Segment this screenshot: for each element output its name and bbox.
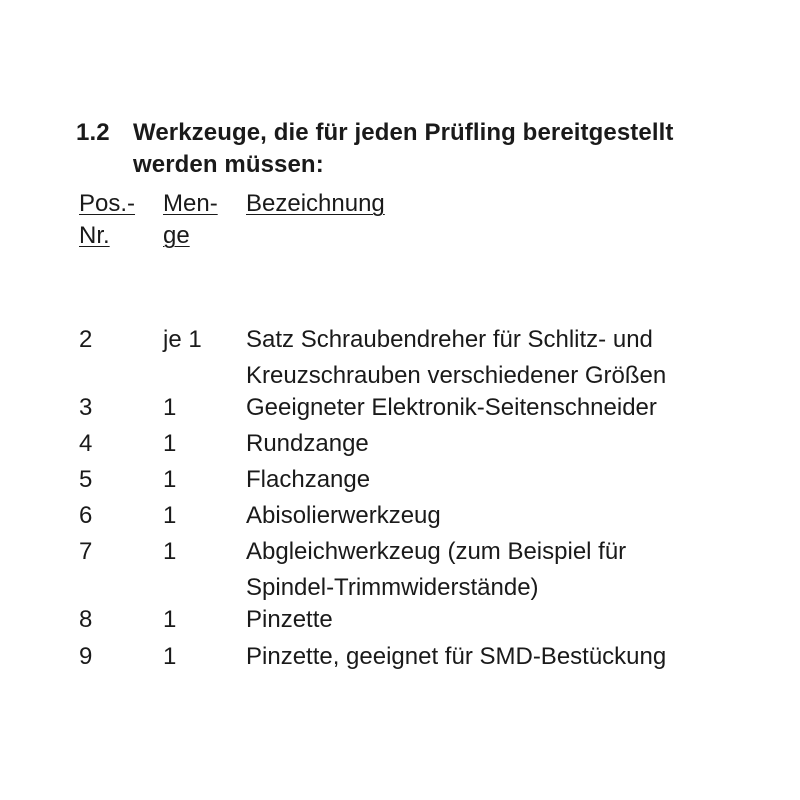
row-pos: 2 <box>79 326 93 353</box>
row-bezeichnung <box>246 322 666 394</box>
row-bezeichnung-line-1: Pinzette <box>246 606 333 633</box>
column-header-pos-line-1: Pos.- <box>79 190 136 217</box>
row-bezeichnung-line-1: Abgleichwerkzeug (zum Beispiel für <box>246 538 627 565</box>
row-bezeichnung-line-1: Rundzange <box>246 430 369 457</box>
column-header-menge-line-2: ge <box>163 222 190 249</box>
row-pos: 7 <box>79 538 93 565</box>
row-pos: 9 <box>79 643 93 670</box>
section-title <box>133 117 773 181</box>
row-bezeichnung <box>246 639 666 675</box>
column-header-pos-nr <box>79 188 135 252</box>
row-menge: je 1 <box>163 326 202 353</box>
row-bezeichnung <box>246 602 333 638</box>
row-bezeichnung-line-1: Satz Schraubendreher für Schlitz- und <box>246 326 653 353</box>
section-title-line-1: Werkzeuge, die für jeden Prüfling bereitgestellt <box>133 119 674 146</box>
row-bezeichnung <box>246 462 370 498</box>
row-bezeichnung <box>246 498 441 534</box>
row-bezeichnung-line-2: Kreuzschrauben verschiedener Größen <box>246 362 667 389</box>
row-bezeichnung <box>246 426 369 462</box>
section-title-line-2: werden müssen: <box>133 151 324 178</box>
row-menge: 1 <box>163 606 177 633</box>
row-bezeichnung-line-1: Pinzette, geeignet für SMD-Bestückung <box>246 643 667 670</box>
row-bezeichnung-line-1: Abisolierwerkzeug <box>246 502 441 529</box>
row-menge: 1 <box>163 466 177 493</box>
row-pos: 5 <box>79 466 93 493</box>
row-menge: 1 <box>163 538 177 565</box>
column-header-menge-line-1: Men- <box>163 190 218 217</box>
row-menge: 1 <box>163 394 177 421</box>
row-menge: 1 <box>163 502 177 529</box>
row-menge: 1 <box>163 643 177 670</box>
column-header-bezeichnung-label: Bezeichnung <box>246 190 385 217</box>
row-bezeichnung <box>246 390 657 426</box>
row-pos: 6 <box>79 502 93 529</box>
row-pos: 8 <box>79 606 93 633</box>
row-bezeichnung-line-1: Flachzange <box>246 466 371 493</box>
column-header-menge <box>163 188 218 252</box>
column-header-pos-line-2: Nr. <box>79 222 110 249</box>
column-header-bezeichnung <box>246 188 385 220</box>
row-bezeichnung <box>246 534 626 606</box>
row-bezeichnung-line-1: Geeigneter Elektronik-Seitenschneider <box>246 394 657 421</box>
row-bezeichnung-line-2: Spindel-Trimmwiderstände) <box>246 574 539 601</box>
section-number: 1.2 <box>76 119 110 146</box>
row-pos: 3 <box>79 394 93 421</box>
row-pos: 4 <box>79 430 93 457</box>
row-menge: 1 <box>163 430 177 457</box>
